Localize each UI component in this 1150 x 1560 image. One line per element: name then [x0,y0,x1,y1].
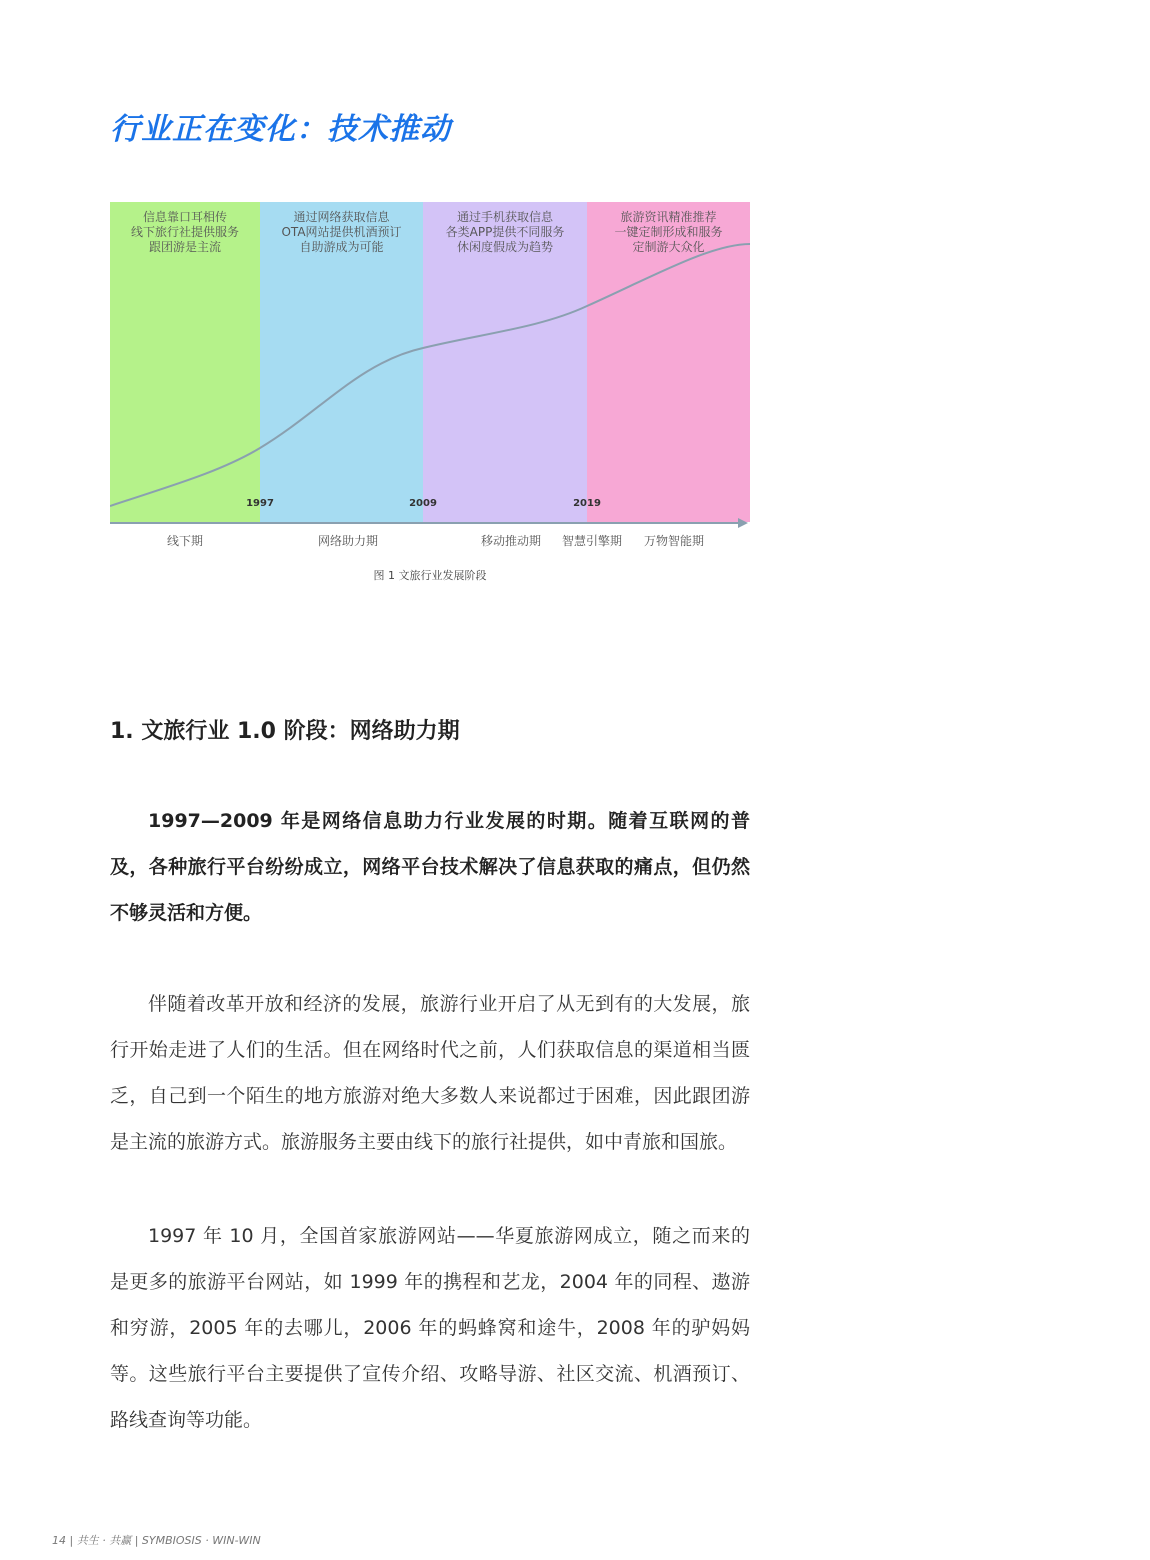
growth-curve [110,244,750,506]
year-label: 2019 [573,498,601,509]
footer-separator: | [69,1534,77,1547]
growth-curve-svg [110,202,750,522]
figure-caption: 图 1 文旅行业发展阶段 [373,569,487,582]
band-line: 定制游大众化 [632,240,705,254]
band-line: 跟团游是主流 [148,240,221,254]
year-label: 1997 [246,498,274,509]
band-line: 信息靠口耳相传 [142,210,227,224]
period-label: 移动推动期 [480,534,542,548]
page-footer [52,1532,261,1548]
timeline-arrow-icon [738,518,748,528]
paragraph: 1997 年 10 月，全国首家旅游网站——华夏旅游网成立，随之而来的是更多的旅游平台网站，如 1999 年的携程和艺龙，2004 年的同程、遨游和穷游，2005 年的去哪儿，2006 年的蚂蜂窝和途牛，2008 年的驴妈妈等。这些旅行平台主要提供了宣传介绍、攻略导游、社区交流、机酒预订、路线查询等功能。 [110,1225,750,1431]
band-line: 旅游资讯精准推荐 [620,210,717,224]
page-number: 14 [52,1534,66,1547]
band-line: 通过网络获取信息 [293,210,390,224]
page-title: 行业正在变化：技术推动 [110,112,451,147]
band-line: OTA网站提供机酒预订 [281,225,402,239]
paragraph-intro: 1997—2009 年是网络信息助力行业发展的时期。随着互联网的普及，各种旅行平台纷纷成立，网络平台技术解决了信息获取的痛点，但仍然不够灵活和方便。 [110,810,750,924]
development-stages-figure [110,202,750,552]
period-label: 线下期 [166,534,204,548]
period-label: 网络助力期 [317,534,379,548]
band-line: 线下旅行社提供服务 [130,225,239,239]
footer-text: 共生 · 共赢 | SYMBIOSIS · WIN-WIN [76,1534,261,1547]
timeline-axis [110,522,740,524]
band-line: 一键定制形成和服务 [614,225,723,239]
period-label: 万物智能期 [643,534,705,548]
paragraph: 伴随着改革开放和经济的发展，旅游行业开启了从无到有的大发展，旅行开始走进了人们的生活。但在网络时代之前，人们获取信息的渠道相当匮乏，自己到一个陌生的地方旅游对绝大多数人来说都过于困难，因此跟团游是主流的旅游方式。旅游服务主要由线下的旅行社提供，如中青旅和国旅。 [110,993,750,1153]
section-heading: 1. 文旅行业 1.0 阶段：网络助力期 [110,719,460,744]
band-line: 通过手机获取信息 [456,210,553,224]
band-line: 休闲度假成为趋势 [456,240,553,254]
band-line: 自助游成为可能 [299,240,384,254]
period-label: 智慧引擎期 [561,534,623,548]
band-line: 各类APP提供不同服务 [445,225,565,239]
year-label: 2009 [409,498,437,509]
